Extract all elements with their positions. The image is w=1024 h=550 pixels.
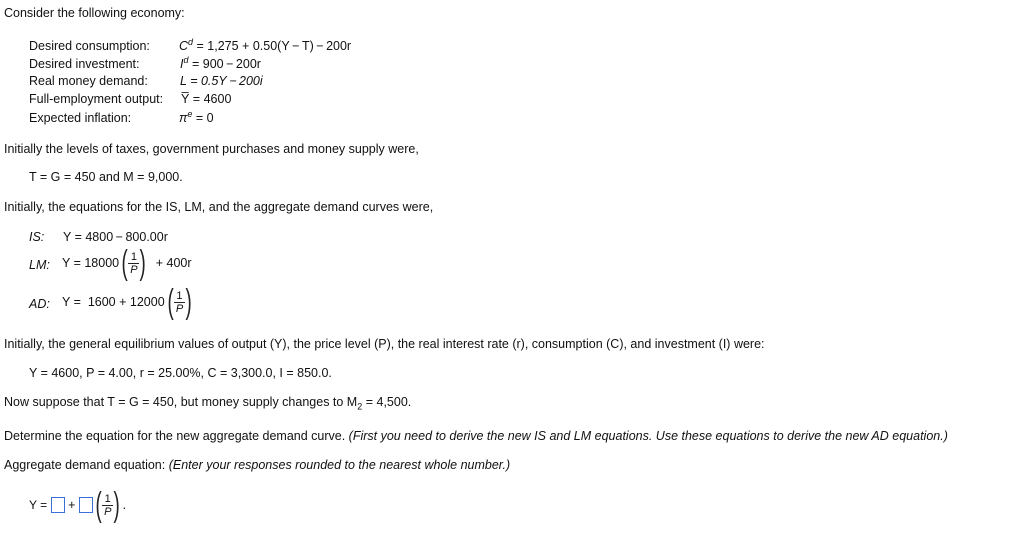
ad-equation: Y = 1600 + 12000 ( $\frac{1}{P}$ ) [62, 283, 192, 321]
task-sentence: Determine the equation for the new aggregate demand curve. (First you need to derive the new IS and LM equations. Use these equations to derive the new AD equation.) [4, 429, 948, 443]
label-real-money-demand: Real money demand: [29, 74, 148, 88]
initial-policy-values: T = G = 450 and M = 9,000. [29, 170, 183, 184]
label-desired-consumption: Desired consumption: [29, 39, 150, 53]
eq-expected-inflation: $\pi^e = 0$ [179, 109, 214, 126]
is-equation: Y = 4800 − 800.00r [63, 230, 168, 244]
curves-sentence: Initially, the equations for the IS, LM, and the aggregate demand curves were, [4, 200, 434, 214]
eq-full-employment-output: Y̅ = 4600 [181, 92, 232, 106]
answer-plus-sign: + [68, 498, 76, 512]
ad-label: AD: [29, 297, 50, 311]
label-expected-inflation: Expected inflation: [29, 111, 132, 125]
equilibrium-sentence: Initially, the general equilibrium values of output (Y), the price level (P), the real interest rate (r), consumption (C), and investment (I) were: [4, 337, 765, 351]
eq-investment: $I^d = 900 - 200r$ [180, 55, 261, 72]
is-label: IS: [29, 230, 45, 244]
answer-slope-input[interactable] [79, 497, 93, 513]
initial-policy-sentence: Initially the levels of taxes, government purchases and money supply were, [4, 142, 419, 156]
eq-money-demand: L = 0.5Y − 200i [180, 74, 263, 88]
label-desired-investment: Desired investment: [29, 57, 140, 71]
answer-intercept-input[interactable] [51, 497, 65, 513]
equilibrium-values: Y = 4600, P = 4.00, r = 25.00%, C = 3,300.0, I = 850.0. [29, 366, 332, 380]
intro-text: Consider the following economy: [4, 6, 185, 20]
lm-label: LM: [29, 258, 50, 272]
label-full-employment-output: Full-employment output: [29, 92, 164, 106]
answer-row: Y = + ( $\frac{1}{P}$ ) . [29, 486, 127, 524]
eq-consumption: $C^d = 1,275 + 0.50(Y - T) - 200r$ [179, 37, 352, 54]
suppose-sentence: Now suppose that T = G = 450, but money supply changes to $M_2 = 4,500$. [4, 395, 412, 412]
answer-y-label: Y = [29, 498, 48, 512]
answer-prompt: Aggregate demand equation: (Enter your responses rounded to the nearest whole number.) [4, 458, 511, 472]
lm-equation: Y = 18000 ( $\frac{1}{P}$ ) + 400r [62, 244, 192, 282]
